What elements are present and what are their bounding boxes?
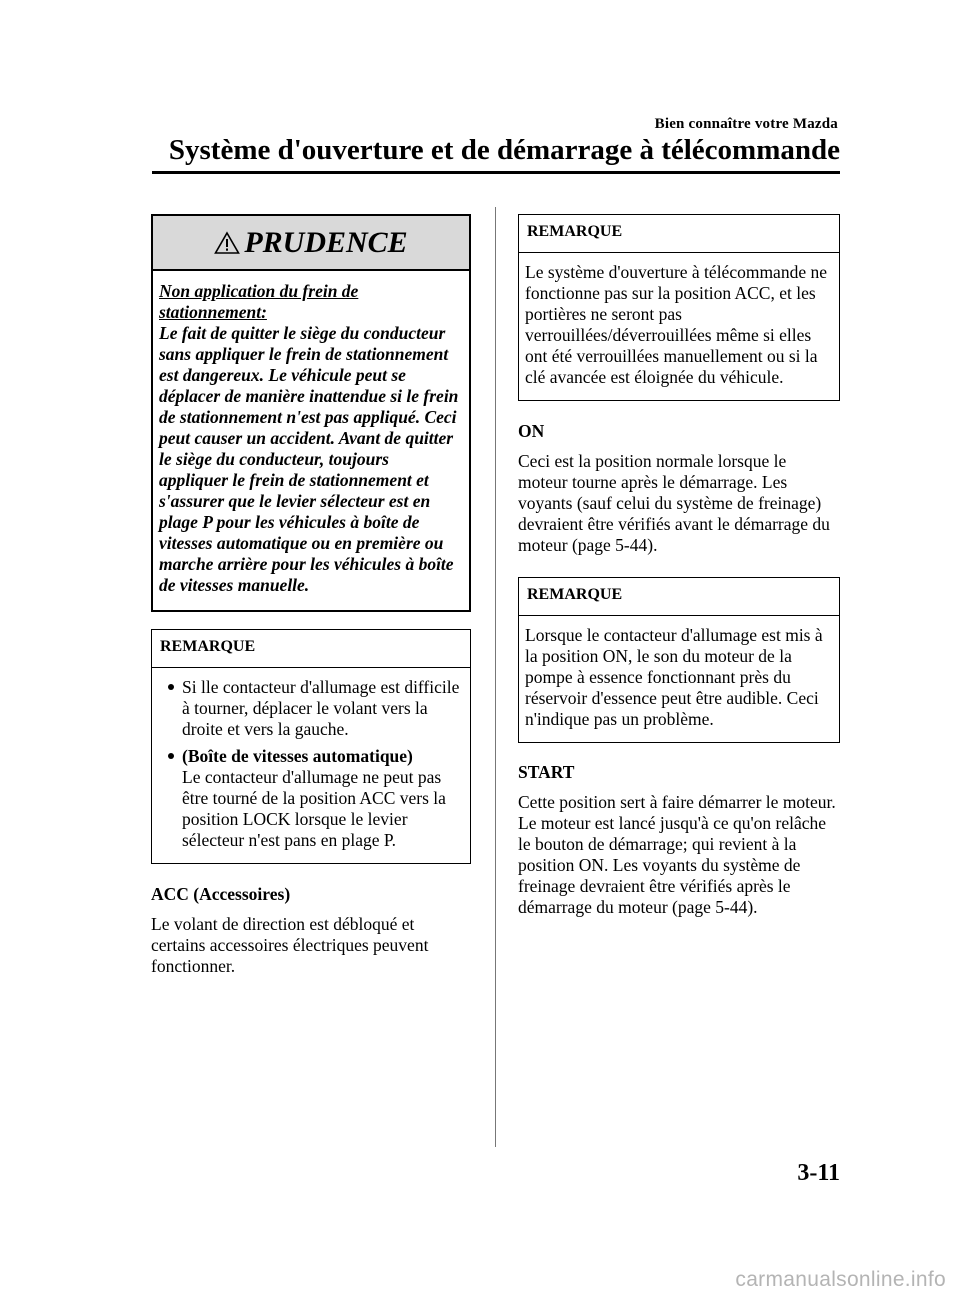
caution-header	[153, 216, 469, 271]
note-box-fuel-pump	[518, 577, 840, 743]
list-item-text: Le contacteur d'allumage ne peut pas être tourné de la position ACC vers la position LOCK lorsque le levier sélecteur n'est pans en plage P.	[182, 767, 446, 850]
left-column	[151, 214, 471, 977]
header-rule	[152, 171, 840, 174]
caution-box	[151, 214, 471, 612]
section-heading-start: START	[518, 762, 575, 782]
note-body: Lorsque le contacteur d'allumage est mis à la position ON, le son du moteur de la pompe à essence fonctionnant près du réservoir d'essence peut être audible. Ceci n'indique pas un problème.	[525, 625, 823, 729]
note-title: REMARQUE	[519, 578, 839, 616]
page-number: 3-11	[797, 1160, 840, 1186]
paragraph-on: Ceci est la position normale lorsque le moteur tourne après le démarrage. Les voyants (sauf celui du système de freinage) devraient être vérifiés avant le démarrage du moteur (page 5-44).	[518, 451, 830, 555]
bullet-icon	[168, 753, 174, 759]
caution-body	[153, 271, 469, 610]
note-title: REMARQUE	[519, 215, 839, 253]
column-divider	[495, 207, 496, 1147]
list-item-text: Si lle contacteur d'allumage est difficile à tourner, déplacer le volant vers la droite et vers la gauche.	[182, 677, 460, 739]
paragraph-start: Cette position sert à faire démarrer le moteur. Le moteur est lancé jusqu'à ce qu'on relâche le bouton de démarrage; qui revient à la position ON. Les voyants du système de freinage devraient être vérifiés après le démarrage du moteur (page 5-44).	[518, 792, 836, 917]
note-title: REMARQUE	[152, 630, 470, 668]
header-section-label: Bien connaître votre Mazda	[654, 116, 838, 132]
warning-triangle-icon	[214, 231, 240, 255]
section-heading-on: ON	[518, 421, 545, 441]
list-item	[158, 746, 464, 851]
note-box-remote	[518, 214, 840, 401]
right-column	[518, 214, 840, 918]
note-body: Le système d'ouverture à télécommande ne fonctionne pas sur la position ACC, et les portières ne seront pas verrouillées/déverrouillées même si elles ont été verrouillées manuellement ou si la clé avancée est éloignée du véhicule.	[525, 262, 827, 387]
page-title: Système d'ouverture et de démarrage à télécommande	[168, 134, 840, 166]
bullet-icon	[168, 684, 174, 690]
section-heading-acc: ACC (Accessoires)	[151, 884, 291, 904]
note-box-ignition	[151, 629, 471, 864]
note-body	[152, 668, 470, 863]
note-list	[158, 677, 464, 851]
watermark: carmanualsonline.info	[735, 1268, 946, 1291]
list-item	[158, 677, 464, 740]
caution-text: Le fait de quitter le siège du conducteur sans appliquer le frein de stationnement est dangereux. Le véhicule peut se déplacer de manière inattendue si le frein de stationnement n'est pas appliqué. Ceci peut causer un accident. Avant de quitter le siège du conducteur, toujours appliquer le frein de stationnement et s'assurer que le levier sélecteur est en plage P pour les véhicules à boîte de vitesses automatique ou en première ou marche arrière pour les véhicules à boîte de vitesses manuelle.	[159, 323, 459, 595]
caution-title: PRUDENCE	[244, 225, 408, 259]
list-item-heading: (Boîte de vitesses automatique)	[182, 746, 413, 766]
paragraph-acc: Le volant de direction est débloqué et certains accessoires électriques peuvent fonctionner.	[151, 914, 429, 976]
caution-subtitle: Non application du frein de stationnement:	[159, 281, 359, 322]
